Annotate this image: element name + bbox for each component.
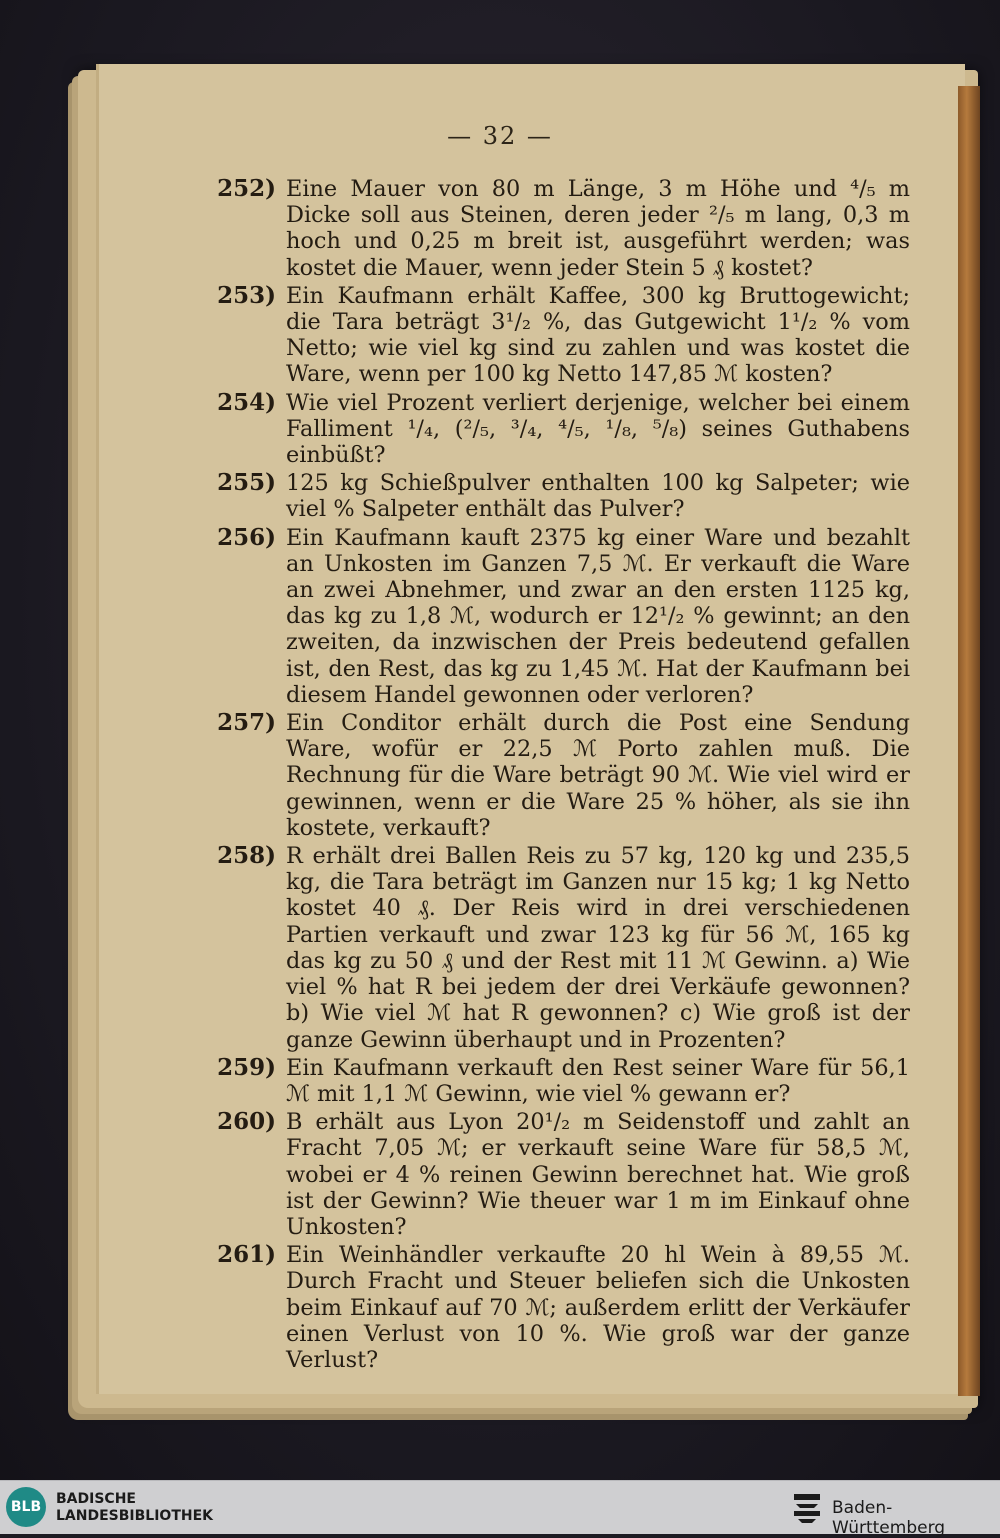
problem-260 — [210, 1109, 910, 1240]
problem-text: Ein Kaufmann erhält Kaffee, 300 kg Bruttogewicht; die Tara beträgt 3¹/₂ %, das Gutgewicht 1¹/₂ % vom Netto; wie viel kg sind zu zahlen und was kostet die Ware, wenn per 100 kg Netto 147,85 ℳ kosten? — [286, 282, 910, 388]
problem-257 — [210, 710, 910, 841]
problem-254 — [210, 390, 910, 469]
library-name[interactable] — [56, 1491, 213, 1525]
footer-bar — [0, 1480, 1000, 1538]
problem-number: 253) — [217, 281, 276, 309]
page-number: — 32 — — [447, 122, 553, 150]
problem-252 — [210, 176, 910, 281]
problem-255 — [210, 470, 910, 522]
problem-number: 254) — [217, 388, 276, 416]
problem-text: Wie viel Prozent verliert derjenige, welcher bei einem Falliment ¹/₄, (²/₅, ³/₄, ⁴/₅, ¹/₈, ⁵/₈) seines Guthabens einbüßt? — [286, 389, 910, 469]
book-spine — [958, 86, 980, 1396]
problem-number: 252) — [217, 175, 276, 202]
state-name[interactable]: Baden-Württemberg — [832, 1498, 946, 1538]
problem-text: B erhält aus Lyon 20¹/₂ m Seidenstoff und zahlt an Fracht 7,05 ℳ; er verkauft seine Ware für 58,5 ℳ, wobei er 4 % reinen Gewinn berechnet hat. Wie groß ist der Gewinn? Wie theuer war 1 m im Einkauf ohne Unkosten? — [286, 1109, 910, 1240]
problem-text: Ein Kaufmann kauft 2375 kg einer Ware und bezahlt an Unkosten im Ganzen 7,5 ℳ. Er verkauft die Ware an zwei Abnehmer, und zwar an den ersten 1125 kg, das kg zu 1,8 ℳ, wodurch er 12¹/₂ % gewinnt; an den zweiten, da inzwischen der Preis bedeutend gefallen ist, den Rest, das kg zu 1,45 ℳ. Hat der Kaufmann bei diesem Handel gewonnen oder verloren? — [286, 524, 910, 708]
problem-256 — [210, 525, 910, 708]
problem-list — [210, 176, 910, 1373]
library-name-line1: BADISCHE — [56, 1491, 136, 1507]
problem-text: Ein Conditor erhält durch die Post eine Sendung Ware, wofür er 22,5 ℳ Porto zahlen muß. Die Rechnung für die Ware beträgt 90 ℳ. Wie viel wird er gewinnen, wenn er die Ware 25 % höher, als sie ihn kostete, verkauft? — [286, 710, 910, 841]
problem-number: 260) — [217, 1108, 276, 1136]
coat-of-arms-icon — [792, 1491, 822, 1525]
problem-text: Eine Mauer von 80 m Länge, 3 m Höhe und ⁴/₅ m Dicke soll aus Steinen, deren jeder ²/₅ m lang, 0,3 m hoch und 0,25 m breit ist, ausgeführt werden; was kostet die Mauer, wenn jeder Stein 5 ₰ kostet? — [286, 176, 910, 281]
problem-text: R erhält drei Ballen Reis zu 57 kg, 120 kg und 235,5 kg, die Tara beträgt im Ganzen nur 15 kg; 1 kg Netto kostet 40 ₰. Der Reis wird in drei verschiedenen Partien verkauft und zwar 123 kg für 56 ℳ, 165 kg das kg zu 50 ₰ und der Rest mit 11 ℳ Gewinn. a) Wie viel % hat R bei jedem der drei Verkäufe gewonnen? b) Wie viel ℳ hat R gewonnen? c) Wie groß ist der ganze Gewinn überhaupt und in Prozenten? — [286, 843, 910, 1053]
problem-text: Ein Kaufmann verkauft den Rest seiner Ware für 56,1 ℳ mit 1,1 ℳ Gewinn, wie viel % gewann er? — [286, 1054, 910, 1107]
problem-text: Ein Weinhändler verkaufte 20 hl Wein à 89,55 ℳ. Durch Fracht und Steuer beliefen sich die Unkosten beim Einkauf auf 70 ℳ; außerdem erlitt der Verkäufer einen Verlust von 10 %. Wie groß war der ganze Verlust? — [286, 1242, 910, 1373]
problem-number: 255) — [217, 469, 276, 497]
blb-logo-icon[interactable]: BLB — [6, 1487, 46, 1527]
problem-259 — [210, 1055, 910, 1107]
problem-261 — [210, 1242, 910, 1373]
problem-text: 125 kg Schießpulver enthalten 100 kg Salpeter; wie viel % Salpeter enthält das Pulver? — [286, 470, 910, 523]
problem-258 — [210, 843, 910, 1053]
problem-number: 259) — [217, 1053, 276, 1081]
problem-number: 261) — [217, 1241, 276, 1269]
problem-253 — [210, 283, 910, 388]
problem-number: 256) — [217, 523, 276, 551]
problem-number: 258) — [217, 842, 276, 870]
problem-number: 257) — [217, 709, 276, 737]
library-name-line2: LANDESBIBLIOTHEK — [56, 1508, 214, 1524]
